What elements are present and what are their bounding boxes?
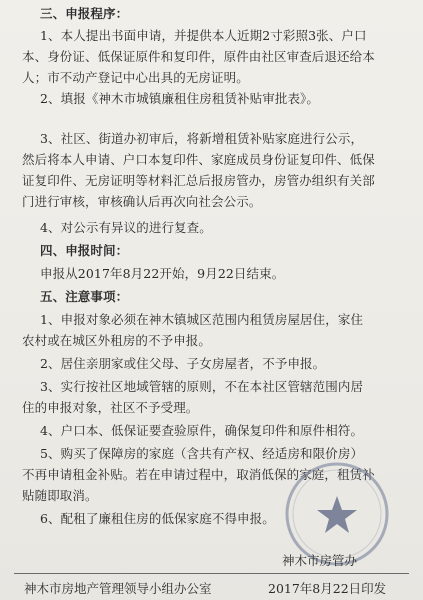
text-line: 贴随即取消。	[22, 488, 98, 503]
text-line: 农村或在城区外租房的不予申报。	[22, 333, 212, 348]
issuing-office: 神木市房地产管理领导小组办公室	[24, 581, 212, 596]
text-line: 四、申报时间：	[40, 243, 129, 258]
text-line: 申报从2017年8月22开始，9月22日结束。	[40, 266, 285, 281]
text-line: 本、身份证、低保证原件和复印件，原件由社区审查后退还给本	[22, 49, 375, 64]
text-line: 3、社区、街道办初审后，将新增租赁补贴家庭进行公示，	[40, 131, 364, 146]
text-line: 五、注意事项：	[40, 289, 129, 304]
text-line: 3、实行按社区地域管辖的原则，不在本社区管辖范围内居	[40, 379, 364, 394]
text-line: 人；市不动产登记中心出具的无房证明。	[22, 70, 249, 85]
text-line: 证复印件、无房证明等材料汇总后报房管办，房管办组织有关部	[22, 173, 375, 188]
signer-name: 神木市房管办	[282, 553, 358, 568]
text-line: 1、申报对象必须在神木镇城区范围内租赁房屋居住，家住	[40, 312, 364, 327]
text-line: 4、对公示有异议的进行复查。	[40, 220, 212, 235]
text-line: 门进行审核，审核确认后再次向社会公示。	[22, 194, 262, 209]
text-line: 三、申报程序：	[40, 6, 129, 21]
document-footer	[0, 578, 423, 600]
official-seal	[283, 460, 391, 568]
text-line: 6、配租了廉租住房的低保家庭不得申报。	[40, 511, 275, 526]
text-line: 5、购买了保障房的家庭（含共有产权、经适房和限价房）	[40, 446, 364, 461]
text-line: 住的申报对象，社区不予受理。	[22, 400, 199, 415]
text-line: 2、填报《神木市城镇廉租住房租赁补贴审批表》。	[40, 91, 320, 106]
text-line: 1、本人提出书面申请，并提供本人近期2寸彩照3张、户口	[40, 28, 367, 43]
text-line: 4、户口本、低保证要查验原件，确保复印件和原件相符。	[40, 423, 364, 438]
footer-divider	[14, 573, 409, 574]
issue-date: 2017年8月22日印发	[268, 581, 387, 596]
text-line: 2、居住亲朋家或住父母、子女房屋者，不予申报。	[40, 356, 326, 371]
text-line: 然后将本人申请、户口本复印件、家庭成员身份证复印件、低保	[22, 152, 375, 167]
text-line: 不再申请租金补贴。若在申请过程中，取消低保的家庭，租赁补	[22, 467, 375, 482]
